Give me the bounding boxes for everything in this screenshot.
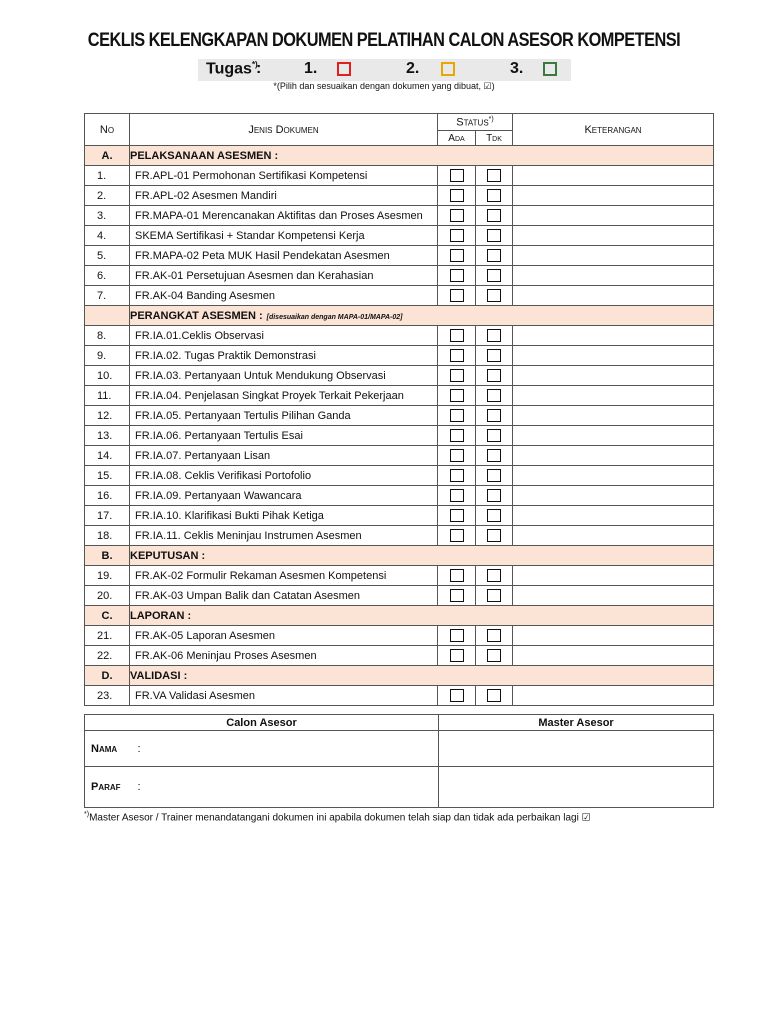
tdk-checkbox[interactable] [487, 169, 501, 182]
ada-cell [438, 626, 476, 646]
tdk-cell [476, 286, 513, 306]
table-row [85, 386, 714, 406]
tdk-cell [476, 626, 513, 646]
tdk-cell [476, 566, 513, 586]
master-paraf-field[interactable] [439, 767, 714, 808]
ada-checkbox[interactable] [450, 289, 464, 302]
tdk-checkbox[interactable] [487, 569, 501, 582]
keterangan-field[interactable] [513, 286, 714, 306]
document-name: FR.MAPA-01 Merencanakan Aktifitas dan Proses Asesmen [130, 206, 438, 226]
keterangan-field[interactable] [513, 686, 714, 706]
keterangan-field[interactable] [513, 206, 714, 226]
table-row [85, 446, 714, 466]
tugas-option-1-number: 1. [304, 60, 318, 77]
section-letter [85, 306, 130, 326]
tdk-cell [476, 406, 513, 426]
tdk-cell [476, 506, 513, 526]
page-title: CEKLIS KELENGKAPAN DOKUMEN PELATIHAN CALON ASESOR KOMPETENSI [87, 30, 681, 51]
row-number: 7. [85, 286, 130, 306]
document-name: FR.IA.06. Pertanyaan Tertulis Esai [130, 426, 438, 446]
keterangan-field[interactable] [513, 626, 714, 646]
tdk-checkbox[interactable] [487, 369, 501, 382]
document-name: FR.IA.10. Klarifikasi Bukti Pihak Ketiga [130, 506, 438, 526]
ada-cell [438, 266, 476, 286]
tdk-checkbox[interactable] [487, 629, 501, 642]
document-name: FR.IA.05. Pertanyaan Tertulis Pilihan Ganda [130, 406, 438, 426]
ada-checkbox[interactable] [450, 589, 464, 602]
row-number: 5. [85, 246, 130, 266]
document-name: SKEMA Sertifikasi + Standar Kompetensi Kerja [130, 226, 438, 246]
section-letter: B. [85, 546, 130, 566]
keterangan-field[interactable] [513, 526, 714, 546]
row-number: 14. [85, 446, 130, 466]
table-row [85, 166, 714, 186]
keterangan-field[interactable] [513, 386, 714, 406]
document-name: FR.AK-01 Persetujuan Asesmen dan Kerahasian [130, 266, 438, 286]
calon-asesor-header: Calon Asesor [85, 715, 439, 731]
document-name: FR.VA Validasi Asesmen [130, 686, 438, 706]
keterangan-field[interactable] [513, 346, 714, 366]
tdk-checkbox[interactable] [487, 469, 501, 482]
keterangan-field[interactable] [513, 266, 714, 286]
row-number: 3. [85, 206, 130, 226]
tdk-checkbox[interactable] [487, 389, 501, 402]
row-number: 13. [85, 426, 130, 446]
keterangan-field[interactable] [513, 506, 714, 526]
tdk-cell [476, 246, 513, 266]
document-name: FR.IA.02. Tugas Praktik Demonstrasi [130, 346, 438, 366]
tdk-checkbox[interactable] [487, 649, 501, 662]
row-number: 9. [85, 346, 130, 366]
section-label: LAPORAN : [130, 606, 714, 626]
row-number: 22. [85, 646, 130, 666]
signature-table [84, 714, 714, 808]
tdk-cell [476, 366, 513, 386]
ada-checkbox[interactable] [450, 389, 464, 402]
instruction-note: *(Pilih dan sesuaikan dengan dokumen yang dibuat, ☑) [273, 81, 495, 91]
table-row [85, 206, 714, 226]
tdk-checkbox[interactable] [487, 409, 501, 422]
row-number: 19. [85, 566, 130, 586]
tugas-option-2-number: 2. [406, 60, 420, 77]
tdk-checkbox[interactable] [487, 209, 501, 222]
document-name: FR.IA.01.Ceklis Observasi [130, 326, 438, 346]
tdk-checkbox[interactable] [487, 189, 501, 202]
ada-checkbox[interactable] [450, 169, 464, 182]
ada-cell [438, 326, 476, 346]
section-header [85, 606, 714, 626]
ada-cell [438, 566, 476, 586]
tdk-cell [476, 426, 513, 446]
footer-note: *)Master Asesor / Trainer menandatangani dokumen ini apabila dokumen telah siap dan tidak ada perbaikan lagi ☑ [84, 811, 591, 824]
paraf-label: Paraf : [85, 767, 147, 808]
table-row [85, 326, 714, 346]
ada-checkbox[interactable] [450, 649, 464, 662]
document-name: FR.IA.11. Ceklis Meninjau Instrumen Asesmen [130, 526, 438, 546]
keterangan-field[interactable] [513, 226, 714, 246]
row-number: 10. [85, 366, 130, 386]
ada-checkbox[interactable] [450, 369, 464, 382]
document-name: FR.AK-03 Umpan Balik dan Catatan Asesmen [130, 586, 438, 606]
tdk-checkbox[interactable] [487, 349, 501, 362]
calon-nama-field[interactable] [147, 731, 439, 767]
section-header [85, 666, 714, 686]
tdk-checkbox[interactable] [487, 689, 501, 702]
row-number: 16. [85, 486, 130, 506]
row-number: 1. [85, 166, 130, 186]
document-name: FR.AK-02 Formulir Rekaman Asesmen Kompetensi [130, 566, 438, 586]
ada-checkbox[interactable] [450, 229, 464, 242]
ada-cell [438, 586, 476, 606]
ada-checkbox[interactable] [450, 349, 464, 362]
tdk-checkbox[interactable] [487, 509, 501, 522]
ada-cell [438, 206, 476, 226]
table-row [85, 186, 714, 206]
keterangan-field[interactable] [513, 566, 714, 586]
table-row [85, 406, 714, 426]
table-row [85, 566, 714, 586]
tdk-cell [476, 266, 513, 286]
tdk-cell [476, 486, 513, 506]
table-row [85, 346, 714, 366]
tdk-cell [476, 386, 513, 406]
table-row [85, 246, 714, 266]
document-name: FR.IA.07. Pertanyaan Lisan [130, 446, 438, 466]
ada-cell [438, 346, 476, 366]
table-row [85, 286, 714, 306]
row-number: 2. [85, 186, 130, 206]
tdk-cell [476, 526, 513, 546]
tdk-cell [476, 446, 513, 466]
ada-cell [438, 446, 476, 466]
document-name: FR.IA.03. Pertanyaan Untuk Mendukung Observasi [130, 366, 438, 386]
tdk-cell [476, 206, 513, 226]
section-label: PERANGKAT ASESMEN : [disesuaikan dengan MAPA-01/MAPA-02] [130, 306, 714, 326]
tdk-cell [476, 686, 513, 706]
keterangan-field[interactable] [513, 426, 714, 446]
tugas-option-2-checkbox[interactable] [441, 62, 455, 76]
header-tdk: Tdk [476, 131, 513, 146]
table-row [85, 466, 714, 486]
keterangan-field[interactable] [513, 406, 714, 426]
document-name: FR.IA.09. Pertanyaan Wawancara [130, 486, 438, 506]
ada-checkbox[interactable] [450, 569, 464, 582]
tdk-cell [476, 326, 513, 346]
ada-cell [438, 506, 476, 526]
tdk-checkbox[interactable] [487, 289, 501, 302]
ada-cell [438, 226, 476, 246]
tugas-option-3-checkbox[interactable] [543, 62, 557, 76]
document-name: FR.AK-05 Laporan Asesmen [130, 626, 438, 646]
row-number: 6. [85, 266, 130, 286]
tugas-selector [198, 59, 571, 81]
section-header [85, 146, 714, 166]
ada-cell [438, 686, 476, 706]
tdk-checkbox[interactable] [487, 249, 501, 262]
document-name: FR.IA.08. Ceklis Verifikasi Portofolio [130, 466, 438, 486]
row-number: 8. [85, 326, 130, 346]
ada-checkbox[interactable] [450, 409, 464, 422]
master-asesor-header: Master Asesor [439, 715, 714, 731]
tdk-checkbox[interactable] [487, 229, 501, 242]
tdk-checkbox[interactable] [487, 529, 501, 542]
ada-checkbox[interactable] [450, 629, 464, 642]
ada-checkbox[interactable] [450, 209, 464, 222]
section-label: KEPUTUSAN : [130, 546, 714, 566]
keterangan-field[interactable] [513, 326, 714, 346]
tdk-cell [476, 166, 513, 186]
ada-checkbox[interactable] [450, 449, 464, 462]
ada-checkbox[interactable] [450, 489, 464, 502]
header-ada: Ada [438, 131, 476, 146]
table-row [85, 526, 714, 546]
keterangan-field[interactable] [513, 646, 714, 666]
tdk-cell [476, 466, 513, 486]
tdk-checkbox[interactable] [487, 449, 501, 462]
keterangan-field[interactable] [513, 186, 714, 206]
ada-checkbox[interactable] [450, 529, 464, 542]
tdk-cell [476, 586, 513, 606]
ada-cell [438, 426, 476, 446]
section-letter: D. [85, 666, 130, 686]
row-number: 21. [85, 626, 130, 646]
row-number: 11. [85, 386, 130, 406]
ada-checkbox[interactable] [450, 509, 464, 522]
section-letter: C. [85, 606, 130, 626]
ada-checkbox[interactable] [450, 469, 464, 482]
calon-paraf-field[interactable] [147, 767, 439, 808]
keterangan-field[interactable] [513, 246, 714, 266]
row-number: 23. [85, 686, 130, 706]
section-label: PELAKSANAAN ASESMEN : [130, 146, 714, 166]
table-row [85, 266, 714, 286]
keterangan-field[interactable] [513, 446, 714, 466]
ada-cell [438, 646, 476, 666]
document-name: FR.APL-02 Asesmen Mandiri [130, 186, 438, 206]
ada-checkbox[interactable] [450, 689, 464, 702]
ada-cell [438, 386, 476, 406]
document-name: FR.IA.04. Penjelasan Singkat Proyek Terkait Pekerjaan [130, 386, 438, 406]
ada-cell [438, 466, 476, 486]
row-number: 15. [85, 466, 130, 486]
tugas-option-1-checkbox[interactable] [337, 62, 351, 76]
ada-cell [438, 526, 476, 546]
ada-cell [438, 486, 476, 506]
document-name: FR.AK-06 Meninjau Proses Asesmen [130, 646, 438, 666]
document-checklist-table [84, 113, 714, 706]
row-number: 17. [85, 506, 130, 526]
section-letter: A. [85, 146, 130, 166]
table-row [85, 646, 714, 666]
keterangan-field[interactable] [513, 466, 714, 486]
keterangan-field[interactable] [513, 166, 714, 186]
tugas-colon: : [256, 60, 262, 77]
section-header [85, 546, 714, 566]
ada-cell [438, 246, 476, 266]
tdk-cell [476, 186, 513, 206]
ada-cell [438, 406, 476, 426]
nama-label: Nama : [85, 731, 147, 767]
table-row [85, 586, 714, 606]
header-jenis-dokumen: Jenis Dokumen [130, 114, 438, 146]
table-row [85, 686, 714, 706]
keterangan-field[interactable] [513, 486, 714, 506]
ada-checkbox[interactable] [450, 269, 464, 282]
table-row [85, 626, 714, 646]
ada-cell [438, 286, 476, 306]
ada-checkbox[interactable] [450, 429, 464, 442]
ada-checkbox[interactable] [450, 329, 464, 342]
ada-cell [438, 186, 476, 206]
document-name: FR.APL-01 Permohonan Sertifikasi Kompetensi [130, 166, 438, 186]
keterangan-field[interactable] [513, 586, 714, 606]
row-number: 4. [85, 226, 130, 246]
table-row [85, 226, 714, 246]
table-row [85, 366, 714, 386]
document-name: FR.MAPA-02 Peta MUK Hasil Pendekatan Asesmen [130, 246, 438, 266]
master-nama-field[interactable] [439, 731, 714, 767]
ada-checkbox[interactable] [450, 189, 464, 202]
tdk-cell [476, 226, 513, 246]
row-number: 12. [85, 406, 130, 426]
tugas-option-3-number: 3. [510, 60, 524, 77]
ada-cell [438, 366, 476, 386]
table-row [85, 506, 714, 526]
tdk-checkbox[interactable] [487, 589, 501, 602]
row-number: 20. [85, 586, 130, 606]
tdk-cell [476, 646, 513, 666]
header-no: No [85, 114, 130, 146]
tdk-checkbox[interactable] [487, 329, 501, 342]
header-status: Status*) [438, 114, 513, 131]
keterangan-field[interactable] [513, 366, 714, 386]
tugas-label: Tugas*) [206, 60, 258, 78]
section-label: VALIDASI : [130, 666, 714, 686]
table-row [85, 486, 714, 506]
tdk-checkbox[interactable] [487, 489, 501, 502]
header-keterangan: Keterangan [513, 114, 714, 146]
tdk-checkbox[interactable] [487, 269, 501, 282]
tdk-checkbox[interactable] [487, 429, 501, 442]
row-number: 18. [85, 526, 130, 546]
document-name: FR.AK-04 Banding Asesmen [130, 286, 438, 306]
section-sublabel: [disesuaikan dengan MAPA-01/MAPA-02] [266, 313, 403, 321]
section-header [85, 306, 714, 326]
tdk-cell [476, 346, 513, 366]
ada-checkbox[interactable] [450, 249, 464, 262]
table-row [85, 426, 714, 446]
ada-cell [438, 166, 476, 186]
